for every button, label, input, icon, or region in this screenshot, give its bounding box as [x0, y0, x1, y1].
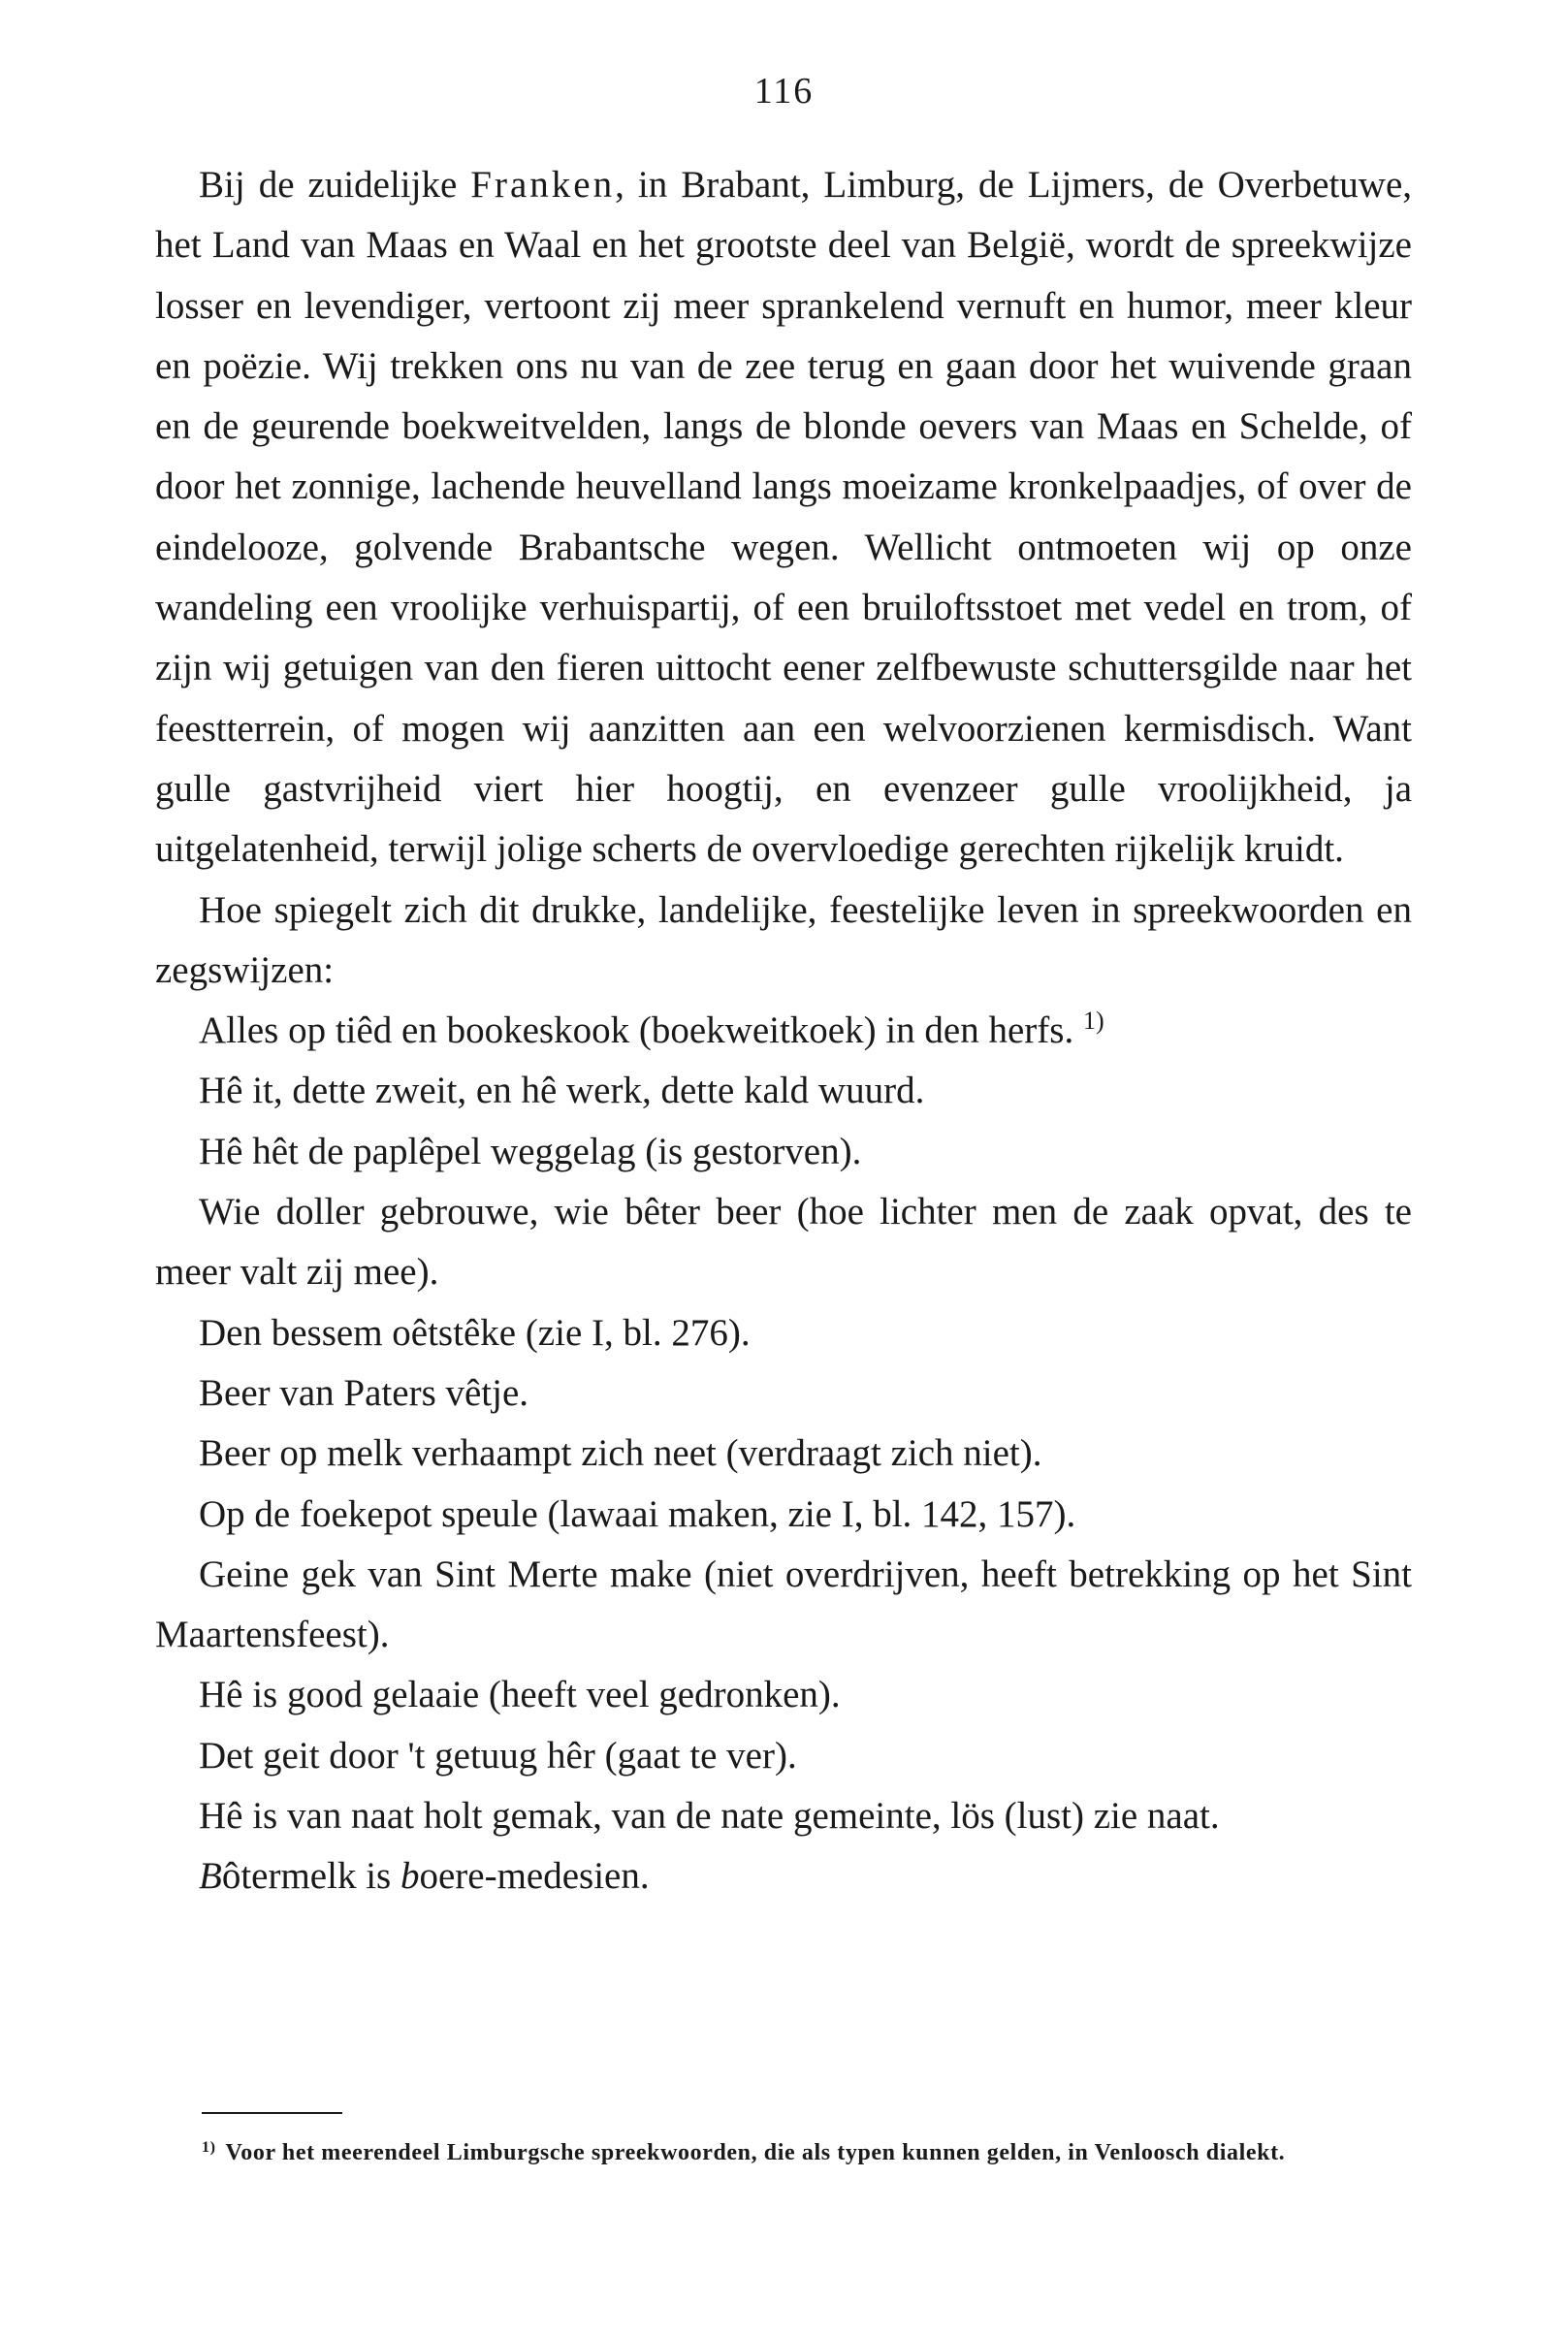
page-number: 116: [753, 71, 815, 112]
saying-11: Det geit door 't getuug hêr (gaat te ver).: [199, 1734, 797, 1777]
saying-6: Beer van Paters vêtje.: [199, 1371, 529, 1414]
footnote-reference: 1): [1082, 1007, 1104, 1036]
footnote: [202, 2133, 1414, 2167]
saying-8: Op de foekepot speule (lawaai maken, zie I, bl. 142, 157).: [199, 1492, 1076, 1535]
saying-10: Hê is good gelaaie (heeft veel gedronken).: [199, 1674, 841, 1716]
saying-12: Hê is van naat holt gemak, van de nate gemeinte, lös (lust) zie naat.: [199, 1795, 1220, 1838]
italic-letter-b1: B: [199, 1855, 222, 1898]
saying-1: [155, 1001, 1412, 1061]
paragraph-body: , in Brabant, Limburg, de Lijmers, de Overbetuwe, het Land van Maas en Waal en het grootste deel van België, wordt de spreekwijze losser en levendiger, vertoont zij meer sprankelend vernuft en humor, meer kleur en poëzie. Wij trekken ons nu van de zee terug en gaan door het wuivende graan en de geurende boekweitvelden, langs de blonde oevers van Maas en Schelde, of door het zonnige, lachende heuvelland langs moeizame kronkelpaadjes, of over de eindelooze, golvende Brabantsche wegen. Wellicht ontmoeten wij op onze wandeling een vroolijke verhuispartij, of een bruiloftsstoet met vedel en trom, of zijn wij getuigen van den fieren uittocht eener zelfbewuste schuttersgilde naar het feestterrein, of mogen wij aanzitten aan een welvoorzienen kermisdisch. Want gulle gastvrijheid viert hier hoogtij, en evenzeer gulle vroolijkheid, ja uitgelatenheid, terwijl jolige scherts de overvloedige gerechten rijkelijk kruidt.: [155, 164, 1412, 871]
paragraph-franken: [155, 155, 1412, 881]
footnote-text: Voor het meerendeel Limburgsche spreekwoorden, die als typen kunnen gelden, in Venloosch dialekt.: [225, 2140, 1286, 2165]
spaced-word-franken: Franken: [470, 164, 616, 206]
saying-1-text: Alles op tiêd en bookeskook (boekweitkoek) in den herfs.: [199, 1009, 1074, 1052]
saying-13-part2: oere-medesien.: [419, 1855, 650, 1898]
saying-5: Den bessem oêtstêke (zie I, bl. 276).: [199, 1311, 751, 1354]
footnote-mark: 1): [202, 2139, 216, 2156]
italic-letter-b2: b: [400, 1855, 420, 1898]
saying-13: [155, 1846, 1412, 1906]
saying-3: Hê hêt de paplêpel weggelag (is gestorven).: [199, 1130, 862, 1172]
saying-9: Geine gek van Sint Merte make (niet overdrijven, heeft betrekking op het Sint Maartensfeest).: [155, 1553, 1412, 1656]
paragraph-lead: Bij de zuidelijke: [199, 164, 471, 206]
paragraph-intro-sayings: Hoe spiegelt zich dit drukke, landelijke, feestelijke leven in spreekwoorden en zegswijzen:: [155, 888, 1412, 991]
body-text: [155, 155, 1412, 1907]
footnote-divider: [202, 2112, 342, 2114]
saying-13-part1: ôtermelk is: [221, 1855, 400, 1898]
saying-4: Wie doller gebrouwe, wie bêter beer (hoe lichter men de zaak opvat, des te meer valt zij mee).: [155, 1191, 1412, 1294]
saying-7: Beer op melk verhaampt zich neet (verdraagt zich niet).: [199, 1432, 1042, 1475]
saying-2: Hê it, dette zweit, en hê werk, dette kald wuurd.: [199, 1070, 925, 1112]
